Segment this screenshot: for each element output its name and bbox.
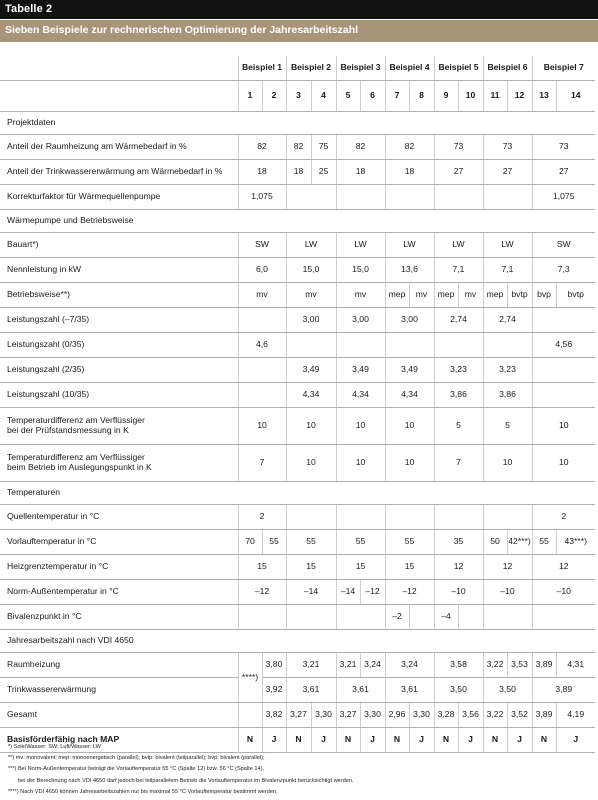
cell: –10: [434, 580, 483, 605]
table-row: [0, 408, 595, 445]
row-label: Betriebsweise**): [0, 283, 238, 308]
header-spalte: 10: [458, 81, 483, 112]
cell: mv: [409, 283, 434, 308]
header-spalte: 6: [360, 81, 385, 112]
cell: 2: [532, 505, 595, 530]
cell: 3,61: [336, 678, 385, 703]
cell: 15: [286, 555, 336, 580]
cell: mv: [458, 283, 483, 308]
cell: 73: [434, 135, 483, 160]
header-spalte: 14: [556, 81, 595, 112]
row-label: Leistungszahl (–7/35): [0, 308, 238, 333]
cell: 13,6: [385, 258, 434, 283]
cell: LW: [483, 233, 532, 258]
row-label: Quellentemperatur in °C: [0, 505, 238, 530]
cell: J: [360, 728, 385, 753]
cell: 4,6: [238, 333, 286, 358]
cell: mv: [286, 283, 336, 308]
table-row: [0, 653, 595, 678]
cell: LW: [286, 233, 336, 258]
row-label: Bauart*): [0, 233, 238, 258]
cell: mep: [434, 283, 458, 308]
cell: N: [286, 728, 311, 753]
cell: mep: [385, 283, 409, 308]
cell: N: [238, 728, 262, 753]
cell: –10: [483, 580, 532, 605]
cell: ****): [238, 653, 262, 703]
cell: 10: [532, 445, 595, 482]
header-beispiel-3: Beispiel 3: [336, 56, 385, 81]
table-row: [0, 308, 595, 333]
cell: LW: [336, 233, 385, 258]
cell: –10: [532, 580, 595, 605]
cell: 18: [286, 160, 311, 185]
cell: 5: [483, 408, 532, 445]
row-label: Bivalenzpunkt in °C: [0, 605, 238, 630]
cell: 3,89: [532, 678, 595, 703]
cell: mv: [336, 283, 385, 308]
section-jaz: Jahresarbeitszahl nach VDI 4650: [0, 630, 595, 653]
section-projektdaten: Projektdaten: [0, 112, 595, 135]
cell: 3,61: [286, 678, 336, 703]
cell: bvtp: [556, 283, 595, 308]
table-row: [0, 505, 595, 530]
cell: –12: [360, 580, 385, 605]
row-label: Anteil der Raumheizung am Wärmebedarf in %: [0, 135, 238, 160]
cell: 3,92: [262, 678, 286, 703]
cell: 3,56: [458, 703, 483, 728]
header-spalte: 3: [286, 81, 311, 112]
cell: 3,86: [483, 383, 532, 408]
cell: –12: [238, 580, 286, 605]
table-row: [0, 333, 595, 358]
row-label: Korrekturfaktor für Wärmequellenpumpe: [0, 185, 238, 210]
cell: J: [311, 728, 336, 753]
cell: 10: [336, 408, 385, 445]
cell: 15: [385, 555, 434, 580]
cell: 3,22: [483, 703, 507, 728]
cell: 3,30: [311, 703, 336, 728]
cell: N: [483, 728, 507, 753]
cell: 4,31: [556, 653, 595, 678]
cell: 4,34: [286, 383, 336, 408]
cell: J: [458, 728, 483, 753]
header-beispiel-7: Beispiel 7: [532, 56, 595, 81]
table-row: [0, 358, 595, 383]
table-row: [0, 233, 595, 258]
cell: 3,21: [336, 653, 360, 678]
table-title-bar: [0, 0, 598, 19]
cell: 10: [532, 408, 595, 445]
cell: 10: [336, 445, 385, 482]
footnote: bei der Berechnung nach VDI 4650 darf jedoch bei teilparallelem Betrieb die Vorlauftemperatur im Bivalenzpunkt berücksichtigt werden.: [18, 777, 354, 784]
row-label: Trinkwassererwärmung: [0, 678, 238, 703]
cell: 10: [385, 408, 434, 445]
cell: N: [336, 728, 360, 753]
cell: N: [385, 728, 409, 753]
cell: 27: [483, 160, 532, 185]
cell: N: [532, 728, 556, 753]
cell: 82: [286, 135, 311, 160]
cell: bvtp: [507, 283, 532, 308]
cell: 3,49: [385, 358, 434, 383]
table-title: Tabelle 2: [5, 3, 53, 15]
cell: 1,075: [238, 185, 286, 210]
cell: 3,22: [483, 653, 507, 678]
cell: 25: [311, 160, 336, 185]
cell: 55: [336, 530, 385, 555]
table-row: [0, 678, 595, 703]
header-spalte: 11: [483, 81, 507, 112]
footnote: **) mv: monovalent; mep: monoenergetisch (parallel); bvtp: bivalent (teilparallel); bvp: bivalent (parallel);: [8, 755, 265, 762]
cell: 2: [238, 505, 286, 530]
cell: 3,00: [336, 308, 385, 333]
row-label: Norm-Außentemperatur in °C: [0, 580, 238, 605]
cell: 3,00: [286, 308, 336, 333]
cell: 3,30: [409, 703, 434, 728]
cell: 3,23: [483, 358, 532, 383]
cell: 82: [336, 135, 385, 160]
cell: 15,0: [286, 258, 336, 283]
cell: 7,1: [434, 258, 483, 283]
cell: 18: [385, 160, 434, 185]
cell: 10: [286, 445, 336, 482]
row-label: Leistungszahl (10/35): [0, 383, 238, 408]
section-row: [0, 112, 595, 135]
cell: 3,49: [336, 358, 385, 383]
cell: 27: [434, 160, 483, 185]
header-beispiel-2: Beispiel 2: [286, 56, 336, 81]
cell: 12: [483, 555, 532, 580]
cell: 10: [286, 408, 336, 445]
row-label: Vorlauftemperatur in °C: [0, 530, 238, 555]
cell: 3,53: [507, 653, 532, 678]
row-label: Leistungszahl (2/35): [0, 358, 238, 383]
cell: 55: [262, 530, 286, 555]
row-label: Temperaturdifferenz am Verflüssiger beim Betrieb im Auslegungspunkt in K: [0, 445, 238, 482]
cell: 10: [238, 408, 286, 445]
table-row: [0, 703, 595, 728]
cell: 5: [434, 408, 483, 445]
cell: 3,24: [360, 653, 385, 678]
cell: 3,61: [385, 678, 434, 703]
cell: 4,19: [556, 703, 595, 728]
table-row: [0, 135, 595, 160]
cell: 3,89: [532, 653, 556, 678]
cell: SW: [238, 233, 286, 258]
row-label: Gesamt: [0, 703, 238, 728]
table-row: [0, 160, 595, 185]
cell: J: [556, 728, 595, 753]
cell: 55: [532, 530, 556, 555]
cell: 3,23: [434, 358, 483, 383]
footnote: *) Sole/Wasser: SW; Luft/Wasser: LW: [8, 744, 101, 750]
cell: 35: [434, 530, 483, 555]
header-spalte: 5: [336, 81, 360, 112]
cell: 73: [483, 135, 532, 160]
header-spalte: 4: [311, 81, 336, 112]
cell: 3,50: [434, 678, 483, 703]
footnotes: [8, 742, 593, 798]
header-beispiel-4: Beispiel 4: [385, 56, 434, 81]
cell: –2: [385, 605, 409, 630]
cell: LW: [385, 233, 434, 258]
cell: 82: [238, 135, 286, 160]
table-subtitle-bar: [0, 20, 598, 42]
header-spalte: 8: [409, 81, 434, 112]
header-spalte: 13: [532, 81, 556, 112]
cell: 10: [483, 445, 532, 482]
cell: SW: [532, 233, 595, 258]
cell: 3,27: [336, 703, 360, 728]
cell: 7,1: [483, 258, 532, 283]
cell: 7: [434, 445, 483, 482]
cell: J: [262, 728, 286, 753]
cell: 3,30: [360, 703, 385, 728]
cell: 3,86: [434, 383, 483, 408]
cell: 3,82: [262, 703, 286, 728]
cell: 15: [238, 555, 286, 580]
cell: 3,89: [532, 703, 556, 728]
cell: 50: [483, 530, 507, 555]
table-row: [0, 283, 595, 308]
row-label: Leistungszahl (0/35): [0, 333, 238, 358]
cell: 10: [385, 445, 434, 482]
cell: 3,27: [286, 703, 311, 728]
cell: mv: [238, 283, 286, 308]
section-temperaturen: Temperaturen: [0, 482, 595, 505]
cell: 3,58: [434, 653, 483, 678]
cell: 43***): [556, 530, 595, 555]
table-subtitle: Sieben Beispiele zur rechnerischen Optimierung der Jahresarbeitszahl: [5, 24, 359, 36]
cell: –4: [434, 605, 458, 630]
cell: 18: [336, 160, 385, 185]
cell: 3,28: [434, 703, 458, 728]
table-row: [0, 383, 595, 408]
cell: 27: [532, 160, 595, 185]
header-row-spalten: [0, 81, 595, 112]
cell: mep: [483, 283, 507, 308]
header-beispiel-5: Beispiel 5: [434, 56, 483, 81]
cell: 2,74: [483, 308, 532, 333]
cell: N: [434, 728, 458, 753]
cell: 3,21: [286, 653, 336, 678]
header-spalte: 2: [262, 81, 286, 112]
row-label: Basisförderfähig nach MAP: [0, 728, 238, 753]
header-beispiel-6: Beispiel 6: [483, 56, 532, 81]
cell: 7,3: [532, 258, 595, 283]
section-row: [0, 630, 595, 653]
header-spalte: 9: [434, 81, 458, 112]
cell: 1,075: [532, 185, 595, 210]
cell: –14: [336, 580, 360, 605]
section-row: [0, 482, 595, 505]
cell: 3,49: [286, 358, 336, 383]
cell: 75: [311, 135, 336, 160]
cell: bvp: [532, 283, 556, 308]
cell: 4,34: [385, 383, 434, 408]
row-label: Temperaturdifferenz am Verflüssiger bei der Prüfstandsmessung in K: [0, 408, 238, 445]
cell: 4,56: [532, 333, 595, 358]
cell: 15: [336, 555, 385, 580]
footnote: ***) Bei Norm-Außentemperatur beträgt die Vorlauftemperatur 55 °C (Spalte 12) bzw. 56 °C (Spalte 14),: [8, 766, 265, 773]
section-waermepumpe: Wärmepumpe und Betriebsweise: [0, 210, 595, 233]
cell: 55: [385, 530, 434, 555]
row-label: Anteil der Trinkwassererwärmung am Wärmebedarf in %: [0, 160, 238, 185]
cell: 15,0: [336, 258, 385, 283]
table-row: [0, 555, 595, 580]
cell: J: [507, 728, 532, 753]
cell: 12: [532, 555, 595, 580]
cell: 42***): [507, 530, 532, 555]
header-spalte: 7: [385, 81, 409, 112]
cell: 2,74: [434, 308, 483, 333]
cell: LW: [434, 233, 483, 258]
cell: 3,00: [385, 308, 434, 333]
cell: 4,34: [336, 383, 385, 408]
table-row: [0, 530, 595, 555]
cell: 12: [434, 555, 483, 580]
cell: 7: [238, 445, 286, 482]
cell: 3,24: [385, 653, 434, 678]
cell: 6,0: [238, 258, 286, 283]
table-row: [0, 605, 595, 630]
table-row: [0, 580, 595, 605]
cell: –14: [286, 580, 336, 605]
table-row: [0, 445, 595, 482]
footnote: ****) Nach VDI 4650 können Jahresarbeitszahlen nur bis maximal 55 °C Vorlauftemperatur bestimmt werden.: [8, 788, 278, 795]
cell: 2,96: [385, 703, 409, 728]
cell: 3,52: [507, 703, 532, 728]
cell: –12: [385, 580, 434, 605]
data-table: [0, 56, 595, 753]
cell: 82: [385, 135, 434, 160]
row-label: Nennleistung in kW: [0, 258, 238, 283]
section-row: [0, 210, 595, 233]
row-label: Heizgrenztemperatur in °C: [0, 555, 238, 580]
cell: 73: [532, 135, 595, 160]
header-row-beispiele: [0, 56, 595, 81]
cell: 3,50: [483, 678, 532, 703]
cell: 70: [238, 530, 262, 555]
table-row: [0, 258, 595, 283]
header-beispiel-1: Beispiel 1: [238, 56, 286, 81]
cell: 18: [238, 160, 286, 185]
header-spalte: 12: [507, 81, 532, 112]
cell: 3,80: [262, 653, 286, 678]
header-spalte: 1: [238, 81, 262, 112]
row-label: Raumheizung: [0, 653, 238, 678]
table-row: [0, 185, 595, 210]
cell: J: [409, 728, 434, 753]
cell: 55: [286, 530, 336, 555]
